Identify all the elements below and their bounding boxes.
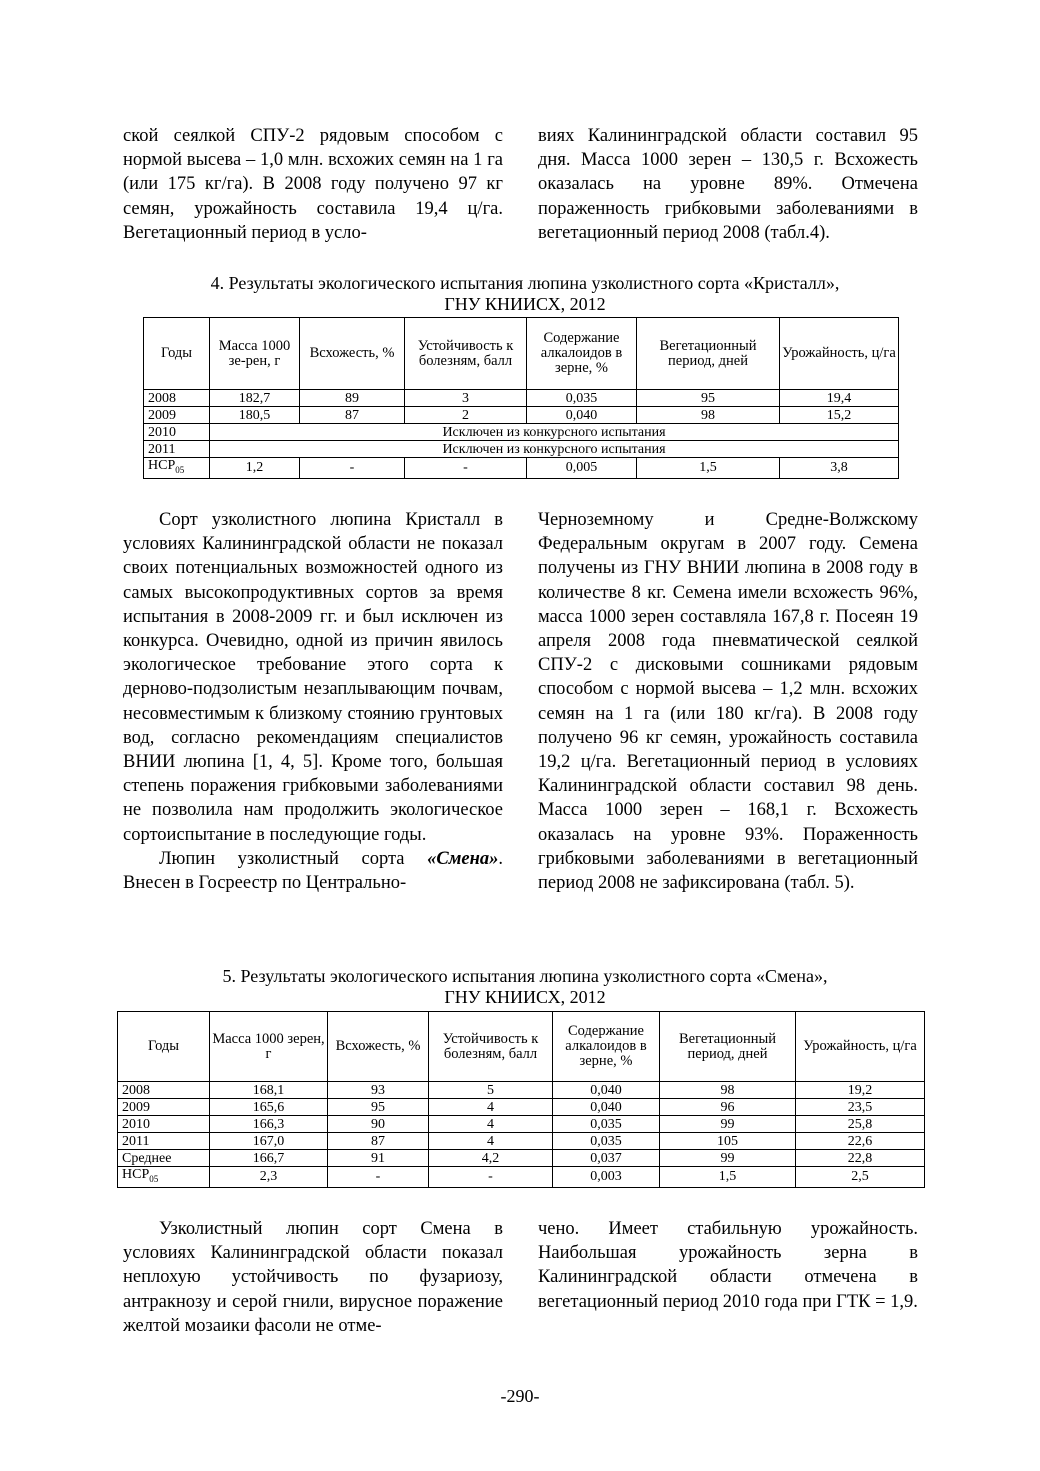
hsr-subscript: 05 xyxy=(175,464,185,475)
table-row xyxy=(118,1082,925,1099)
cell-hsr-label xyxy=(144,458,210,479)
cell-excluded-note: Исключен из конкурсного испытания xyxy=(210,441,899,458)
cell-year: 2010 xyxy=(144,424,210,441)
cell-alk: 0,040 xyxy=(527,407,637,424)
cell-germ: 87 xyxy=(300,407,405,424)
header-year: Годы xyxy=(118,1012,210,1082)
cell-alk: 0,037 xyxy=(553,1150,660,1167)
cell-year: 2009 xyxy=(118,1099,210,1116)
paragraph-lead: Люпин узколистный сорта xyxy=(159,848,428,869)
header-yield: Урожайность, ц/га xyxy=(796,1012,925,1082)
cell-mass: 182,7 xyxy=(210,390,300,407)
cell-veg: 105 xyxy=(660,1133,796,1150)
cell-year: 2008 xyxy=(118,1082,210,1099)
table5-caption xyxy=(120,966,930,1008)
cell-germ: 87 xyxy=(328,1133,429,1150)
header-yield: Урожайность, ц/га xyxy=(780,318,899,390)
cell-yield: 3,8 xyxy=(780,458,899,479)
cell-germ: 90 xyxy=(328,1116,429,1133)
header-mass: Масса 1000 зе-рен, г xyxy=(210,318,300,390)
cell-alk: 0,003 xyxy=(553,1167,660,1188)
paragraph: чено. Имеет стабильную урожайность. Наибольшая урожайность зерна в Калининградской области отмечена в вегетационный период 2010 года при ГТК = 1,9. xyxy=(538,1219,918,1312)
table5-caption-line2: ГНУ КНИИСХ, 2012 xyxy=(444,987,606,1007)
cell-alk: 0,005 xyxy=(527,458,637,479)
cell-alk: 0,035 xyxy=(553,1133,660,1150)
cell-yield: 23,5 xyxy=(796,1099,925,1116)
cell-year: 2011 xyxy=(144,441,210,458)
cell-year: Среднее xyxy=(118,1150,210,1167)
table4-caption-line1: 4. Результаты экологического испытания люпина узколистного сорта «Кристалл», xyxy=(210,273,840,293)
table-row xyxy=(118,1133,925,1150)
paragraph: Узколистный люпин сорт Смена в условиях Калининградской области показал неплохую устойчивость по фузариозу, антракнозу и серой гнили, вирусное поражение желтой мозаики фасоли не отме- xyxy=(123,1219,503,1336)
cell-year: 2011 xyxy=(118,1133,210,1150)
cell-alk: 0,040 xyxy=(553,1099,660,1116)
header-veg: Вегетационный период, дней xyxy=(637,318,780,390)
cell-mass: 167,0 xyxy=(210,1133,328,1150)
cell-germ: 95 xyxy=(328,1099,429,1116)
cell-mass: 166,7 xyxy=(210,1150,328,1167)
table-row xyxy=(118,1116,925,1133)
table-row xyxy=(144,441,899,458)
page-number: -290- xyxy=(500,1386,540,1406)
cell-yield: 2,5 xyxy=(796,1167,925,1188)
hsr-label: НСР xyxy=(122,1167,150,1182)
hsr-label: НСР xyxy=(148,458,176,473)
table4-caption-line2: ГНУ КНИИСХ, 2012 xyxy=(444,294,606,314)
table-row-hsr xyxy=(118,1167,925,1188)
cell-resist: - xyxy=(405,458,527,479)
table5 xyxy=(117,1011,925,1188)
cell-mass: 166,3 xyxy=(210,1116,328,1133)
cell-veg: 1,5 xyxy=(637,458,780,479)
cell-mass: 165,6 xyxy=(210,1099,328,1116)
cell-veg: 1,5 xyxy=(660,1167,796,1188)
cell-excluded-note: Исключен из конкурсного испытания xyxy=(210,424,899,441)
cell-resist: 2 xyxy=(405,407,527,424)
cell-yield: 25,8 xyxy=(796,1116,925,1133)
cell-yield: 22,8 xyxy=(796,1150,925,1167)
cell-veg: 99 xyxy=(660,1150,796,1167)
cell-resist: 3 xyxy=(405,390,527,407)
cell-germ: - xyxy=(300,458,405,479)
mid-right-column xyxy=(538,508,918,895)
table-row xyxy=(144,407,899,424)
header-germ: Всхожесть, % xyxy=(300,318,405,390)
cell-alk: 0,035 xyxy=(553,1116,660,1133)
cell-mass: 2,3 xyxy=(210,1167,328,1188)
cell-alk: 0,035 xyxy=(527,390,637,407)
hsr-subscript: 05 xyxy=(149,1173,159,1184)
table5-caption-line1: 5. Результаты экологического испытания люпина узколистного сорта «Смена», xyxy=(222,966,828,986)
cell-yield: 22,6 xyxy=(796,1133,925,1150)
cell-resist: 4 xyxy=(429,1099,553,1116)
header-germ: Всхожесть, % xyxy=(328,1012,429,1082)
bottom-left-column xyxy=(123,1217,503,1338)
table4-caption xyxy=(120,273,930,315)
cell-alk: 0,040 xyxy=(553,1082,660,1099)
header-alk: Содержание алкалоидов в зерне, % xyxy=(553,1012,660,1082)
cell-mass: 1,2 xyxy=(210,458,300,479)
variety-name: «Смена» xyxy=(427,848,499,869)
cell-yield: 19,4 xyxy=(780,390,899,407)
cell-germ: - xyxy=(328,1167,429,1188)
header-year: Годы xyxy=(144,318,210,390)
table-row xyxy=(118,1099,925,1116)
cell-mass: 180,5 xyxy=(210,407,300,424)
cell-year: 2009 xyxy=(144,407,210,424)
header-alk: Содержание алкалоидов в зерне, % xyxy=(527,318,637,390)
header-resist: Устойчивость к болезням, балл xyxy=(405,318,527,390)
cell-germ: 93 xyxy=(328,1082,429,1099)
paragraph: виях Калининградской области составил 95 дня. Масса 1000 зерен – 130,5 г. Всхожесть оказалась на уровне 89%. Отмечена пораженность грибковыми заболеваниями в вегетационный период 2008 (табл.4). xyxy=(538,126,918,243)
bottom-right-column xyxy=(538,1217,918,1314)
paragraph-rest: . Внесен в Госреестр по Центрально- xyxy=(123,848,503,894)
cell-year: 2008 xyxy=(144,390,210,407)
cell-resist: 4 xyxy=(429,1133,553,1150)
top-left-column xyxy=(123,124,503,245)
cell-veg: 98 xyxy=(637,407,780,424)
cell-yield: 15,2 xyxy=(780,407,899,424)
paragraph xyxy=(123,847,503,895)
cell-veg: 95 xyxy=(637,390,780,407)
table-row xyxy=(118,1150,925,1167)
table-row xyxy=(144,390,899,407)
cell-germ: 91 xyxy=(328,1150,429,1167)
table4-header-row xyxy=(144,318,899,390)
header-mass: Масса 1000 зерен, г xyxy=(210,1012,328,1082)
table5-header-row xyxy=(118,1012,925,1082)
paragraph: Черноземному и Средне-Волжскому Федеральным округам в 2007 году. Семена получены из ГНУ ВНИИ люпина в 2008 году в количестве 8 кг. Семена имели всхожесть 96%, масса 1000 зерен составляла 167,8 г. Посеян 19 апреля 2008 года пневматической сеялкой СПУ-2 с дисковыми сошниками рядовым способом с нормой высева – 1,2 млн. всхожих семян на 1 га (или 180 кг/га). В 2008 году получено 96 кг семян, урожайность составила 19,2 ц/га. Вегетационный период в условиях Калининградской области составил 98 день. Масса 1000 зерен – 168,1 г. Всхожесть оказалась на уровне 93%. Пораженность грибковыми заболеваниями в вегетационный период 2008 не зафиксирована (табл. 5). xyxy=(538,510,918,894)
cell-veg: 99 xyxy=(660,1116,796,1133)
cell-resist: 4 xyxy=(429,1116,553,1133)
header-resist: Устойчивость к болезням, балл xyxy=(429,1012,553,1082)
paragraph: ской сеялкой СПУ-2 рядовым способом с нормой высева – 1,0 млн. всхожих семян на 1 га (или 175 кг/га). В 2008 году получено 97 кг семян, урожайность составила 19,4 ц/га. Вегетационный период в усло- xyxy=(123,126,503,243)
top-right-column xyxy=(538,124,918,245)
cell-resist: - xyxy=(429,1167,553,1188)
cell-year: 2010 xyxy=(118,1116,210,1133)
table-row xyxy=(144,424,899,441)
cell-yield: 19,2 xyxy=(796,1082,925,1099)
cell-veg: 96 xyxy=(660,1099,796,1116)
cell-mass: 168,1 xyxy=(210,1082,328,1099)
cell-resist: 5 xyxy=(429,1082,553,1099)
header-veg: Вегетационный период, дней xyxy=(660,1012,796,1082)
table4 xyxy=(143,317,899,479)
cell-veg: 98 xyxy=(660,1082,796,1099)
table-row-hsr xyxy=(144,458,899,479)
paragraph: Сорт узколистного люпина Кристалл в условиях Калининградской области не показал своих потенциальных возможностей одного из самых высокопродуктивных сортов за время испытания в 2008-2009 гг. и был исключен из конкурса. Очевидно, одной из причин явилось экологическое требование этого сорта к дерново-подзолистым незаплывающим почвам, несовместимым к близкому стоянию грунтовых вод, согласно рекомендациям специалистов ВНИИ люпина [1, 4, 5]. Кроме того, большая степень поражения грибковыми заболеваниями не позволила нам продолжить экологическое сортоиспытание в последующие годы. xyxy=(123,510,503,845)
cell-resist: 4,2 xyxy=(429,1150,553,1167)
cell-germ: 89 xyxy=(300,390,405,407)
mid-left-column xyxy=(123,508,503,895)
cell-hsr-label xyxy=(118,1167,210,1188)
